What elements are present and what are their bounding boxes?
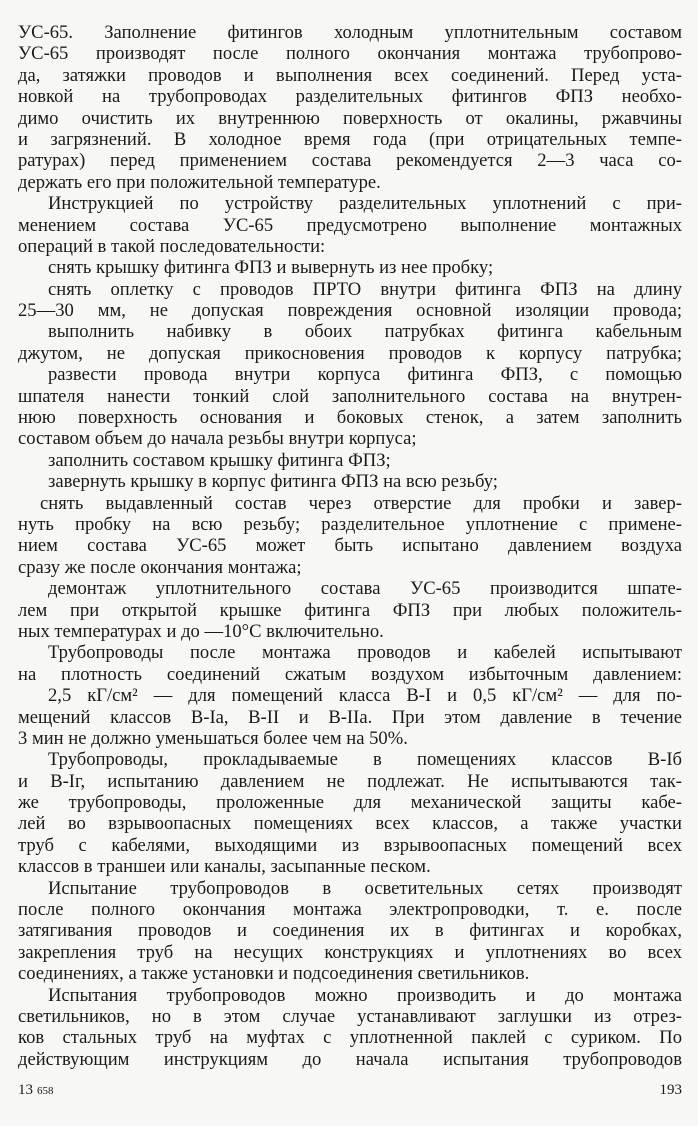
text-line: 3 мин не должно уменьшаться более чем на 50%.	[18, 727, 408, 749]
text-line: нуть пробку на всю резьбу; разделительное уплотнение с примене-	[18, 513, 682, 535]
text-line: завернуть крышку в корпус фитинга ФПЗ на всю резьбу;	[48, 471, 498, 493]
text-line: нюю поверхность основания и боковых стенок, а затем заполнить	[18, 407, 682, 429]
text-line: и загрязнений. В холодное время года (при отрицательных темпе-	[18, 128, 682, 150]
text-line: снять крышку фитинга ФПЗ и вывернуть из нее пробку;	[48, 257, 494, 279]
text-line: 25—30 мм, не допуская повреждения основной изоляции провода;	[18, 300, 682, 322]
text-line: Трубопроводы после монтажа проводов и кабелей испытывают	[48, 642, 682, 664]
text-line: развести провода внутри корпуса фитинга ФПЗ, с помощью	[48, 364, 682, 386]
text-line: УС-65. Заполнение фитингов холодным уплотнительным составом	[18, 22, 682, 43]
signature-code: 658	[37, 1085, 54, 1097]
text-line: и В-Iг, испытанию давлением не подлежат. Не испытываются так-	[18, 770, 682, 792]
text-line: операций в такой последовательности:	[18, 235, 326, 257]
text-line: Испытания трубопроводов можно производить и до монтажа	[48, 984, 682, 1006]
signature-number: 13	[18, 1082, 33, 1098]
text-line: шпателя нанести тонкий слой заполнительного состава на внутрен-	[18, 385, 682, 407]
text-line: мещений классов В-Iа, В-II и В-IIа. При этом давление в течение	[18, 706, 682, 728]
text-line: держать его при положительной температуре.	[18, 171, 381, 193]
signature-mark	[18, 1082, 54, 1099]
text-line: выполнить набивку в обоих патрубках фитинга кабельным	[48, 321, 682, 343]
text-line: светильников, но в этом случае устанавливают заглушки из отрез-	[18, 1005, 682, 1027]
text-line: джутом, не допуская прикосновения проводов к корпусу патрубка;	[18, 342, 682, 364]
text-line: 2,5 кГ/см² — для помещений класса В-I и 0,5 кГ/см² — для по-	[48, 685, 682, 707]
text-line: ратурах) перед применением состава рекомендуется 2—3 часа со-	[18, 150, 682, 172]
text-line: ков стальных труб на муфтах с уплотненной паклей с суриком. По	[18, 1027, 682, 1049]
text-line: действующим инструкциям до начала испытания трубопроводов	[18, 1048, 682, 1070]
text-line: демонтаж уплотнительного состава УС-65 производится шпате-	[48, 578, 682, 600]
text-line: после полного окончания монтажа электропроводки, т. е. после	[18, 899, 682, 921]
text-line: да, затяжки проводов и выполнения всех соединений. Перед уста-	[18, 64, 682, 86]
text-line: димо очистить их внутреннюю поверхность от окалины, ржавчины	[18, 107, 682, 129]
page-footer	[18, 1082, 682, 1106]
text-line: затягивания проводов и соединения их в фитингах и коробках,	[18, 920, 682, 942]
text-line: же трубопроводы, проложенные для механической защиты кабе-	[18, 792, 682, 814]
text-line: ных температурах и до —10°С включительно.	[18, 620, 384, 642]
text-line: классов в траншеи или каналы, засыпанные песком.	[18, 856, 431, 878]
text-line: нием состава УС-65 может быть испытано давлением воздуха	[18, 535, 682, 557]
page-body	[18, 22, 682, 1070]
text-line: лем при открытой крышке фитинга ФПЗ при любых положитель-	[18, 599, 682, 621]
text-line: соединениях, а также установки и подсоединения светильников.	[18, 963, 530, 985]
text-line: закрепления труб на несущих конструкциях и уплотнениях во всех	[18, 941, 682, 963]
page-number: 193	[659, 1082, 682, 1098]
text-line: Инструкцией по устройству разделительных уплотнений с при-	[48, 193, 682, 215]
text-line: Испытание трубопроводов в осветительных сетях производят	[48, 877, 682, 899]
text-line: менением состава УС-65 предусмотрено выполнение монтажных	[18, 214, 682, 236]
text-line: труб с кабелями, выходящими из взрывоопасных помещений всех	[18, 834, 682, 856]
text-line: на плотность соединений сжатым воздухом избыточным давлением:	[18, 663, 682, 685]
text-line: сразу же после окончания монтажа;	[18, 556, 302, 578]
text-line: УС-65 производят после полного окончания монтажа трубопрово-	[18, 43, 682, 65]
text-line: снять выдавленный состав через отверстие для пробки и завер-	[40, 492, 682, 514]
text-line: составом объем до начала резьбы внутри корпуса;	[18, 428, 417, 450]
text-line: снять оплетку с проводов ПРТО внутри фитинга ФПЗ на длину	[48, 278, 682, 300]
text-line: новкой на трубопроводах разделительных фитингов ФПЗ необхо-	[18, 86, 682, 108]
text-line: лей во взрывоопасных помещениях всех классов, а также участки	[18, 813, 682, 835]
text-line: Трубопроводы, прокладываемые в помещениях классов В-Iб	[48, 749, 682, 771]
text-line: заполнить составом крышку фитинга ФПЗ;	[48, 449, 391, 471]
